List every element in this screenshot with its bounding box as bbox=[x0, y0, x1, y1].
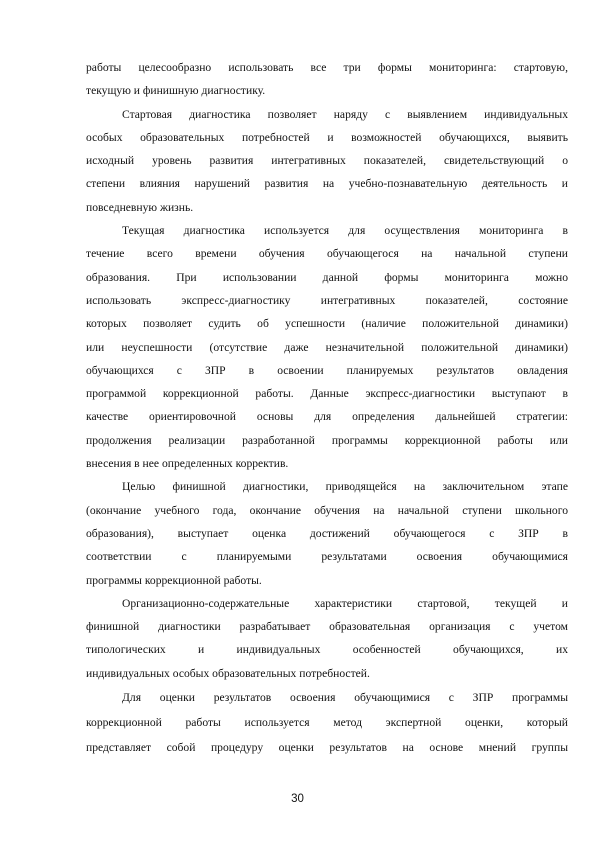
text-line: степени влияния нарушений развития на учебно-познавательную деятельность и bbox=[86, 177, 568, 191]
text-line: образования. При использовании данной формы мониторинга можно bbox=[86, 270, 568, 284]
text-line: особых образовательных потребностей и возможностей обучающихся, выявить bbox=[86, 130, 568, 144]
text-line: Целью финишной диагностики, приводящейся на заключительном этапе bbox=[122, 480, 568, 494]
text-line: обучающихся с ЗПР в освоении планируемых результатов овладения bbox=[86, 363, 568, 377]
document-body bbox=[86, 56, 568, 760]
text-line: использовать экспресс-диагностику интегративных показателей, состояние bbox=[86, 293, 568, 307]
paragraph-6 bbox=[86, 685, 568, 760]
paragraph-5 bbox=[86, 592, 568, 685]
text-line: представляет собой процедуру оценки результатов на основе мнений группы bbox=[86, 741, 568, 755]
text-line: коррекционной работы используется метод экспертной оценки, который bbox=[86, 716, 568, 730]
text-line: образования), выступает оценка достижений обучающегося с ЗПР в bbox=[86, 526, 568, 540]
text-line: Текущая диагностика используется для осуществления мониторинга в bbox=[122, 224, 568, 238]
text-line: исходный уровень развития интегративных показателей, свидетельствующий о bbox=[86, 154, 568, 168]
text-line: типологических и индивидуальных особенностей обучающихся, их bbox=[86, 643, 568, 657]
text-line: продолжения реализации разработанной программы коррекционной работы или bbox=[86, 433, 568, 447]
text-line: Для оценки результатов освоения обучающимися с ЗПР программы bbox=[122, 691, 568, 705]
paragraph-3 bbox=[86, 219, 568, 475]
text-line: течение всего времени обучения обучающегося на начальной ступени bbox=[86, 247, 568, 261]
text-line: качестве ориентировочной основы для определения дальнейшей стратегии: bbox=[86, 410, 568, 424]
paragraph-2 bbox=[86, 103, 568, 219]
text-line: или неуспешности (отсутствие даже незначительной положительной динамики) bbox=[86, 340, 568, 354]
text-line: индивидуальных особых образовательных потребностей. bbox=[86, 666, 370, 680]
paragraph-4 bbox=[86, 475, 568, 591]
text-line: (окончание учебного года, окончание обучения на начальной ступени школьного bbox=[86, 503, 568, 517]
text-line: Организационно-содержательные характеристики стартовой, текущей и bbox=[122, 596, 568, 610]
text-line: Стартовая диагностика позволяет наряду с выявлением индивидуальных bbox=[122, 107, 568, 121]
paragraph-1 bbox=[86, 56, 568, 103]
text-line: работы целесообразно использовать все три формы мониторинга: стартовую, bbox=[86, 61, 568, 74]
text-line: повседневную жизнь. bbox=[86, 200, 194, 214]
text-line: внесения в нее определенных корректив. bbox=[86, 457, 289, 471]
text-line: программы коррекционной работы. bbox=[86, 573, 262, 587]
page-number: 30 bbox=[291, 793, 304, 805]
text-line: соответствии с планируемыми результатами освоения обучающимися bbox=[86, 550, 568, 564]
text-line: финишной диагностики разрабатывает образовательная организация с учетом bbox=[86, 620, 568, 634]
text-line: текущую и финишную диагностику. bbox=[86, 84, 266, 98]
text-line: программой коррекционной работы. Данные экспресс-диагностики выступают в bbox=[86, 387, 568, 401]
text-line: которых позволяет судить об успешности (наличие положительной динамики) bbox=[86, 317, 568, 331]
